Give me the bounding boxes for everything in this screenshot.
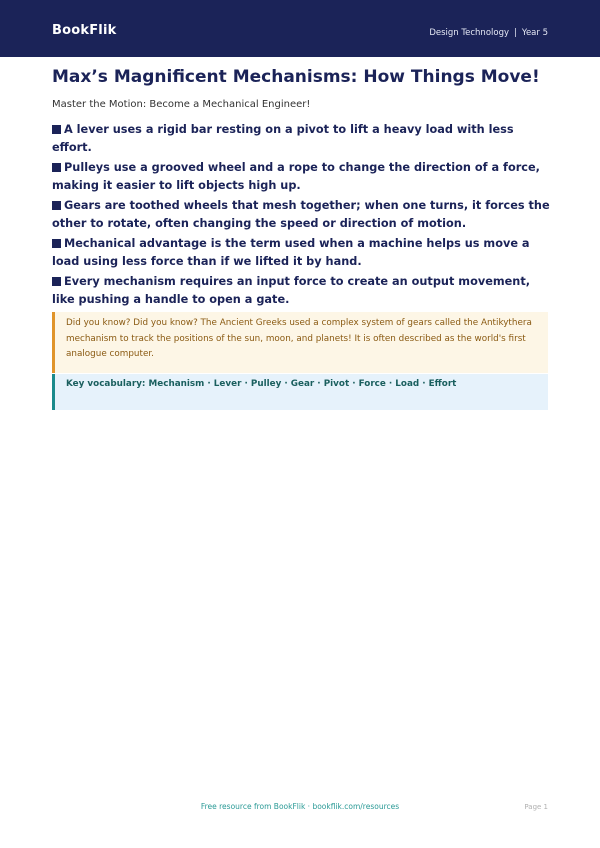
- list-item-text: Gears are toothed wheels that mesh together; when one turns, it forces the other to rotate, often changing the speed or direction of motion.: [52, 199, 550, 230]
- footer-credit-link[interactable]: Free resource from BookFlik · bookflik.com/resources: [200, 802, 400, 811]
- list-item: [52, 273, 552, 308]
- top-bar: [0, 0, 600, 57]
- subject-label: Design Technology: [429, 28, 510, 38]
- list-item-text: Pulleys use a grooved wheel and a rope to change the direction of a force, making it easier to lift objects high up.: [52, 161, 540, 192]
- year-label: Year 5: [521, 28, 548, 38]
- list-item-text: Mechanical advantage is the term used when a machine helps us move a load using less force than if we lifted it by hand.: [52, 237, 530, 268]
- breadcrumb: [429, 28, 548, 38]
- list-item-text: A lever uses a rigid bar resting on a pivot to lift a heavy load with less effort.: [52, 123, 514, 154]
- list-item: [52, 121, 552, 156]
- breadcrumb-separator: |: [514, 28, 517, 38]
- list-item: [52, 159, 552, 194]
- square-bullet-icon: [52, 125, 61, 134]
- list-item: [52, 197, 552, 232]
- did-you-know-callout: [52, 312, 548, 373]
- square-bullet-icon: [52, 239, 61, 248]
- page-subtitle: Master the Motion: Become a Mechanical Engineer!: [52, 99, 311, 110]
- key-vocabulary-text: Key vocabulary: Mechanism · Lever · Pulley · Gear · Pivot · Force · Load · Effort: [66, 379, 457, 389]
- key-points-list: [52, 121, 552, 311]
- square-bullet-icon: [52, 163, 61, 172]
- page-title: Max’s Magnificent Mechanisms: How Things Move!: [52, 67, 540, 87]
- square-bullet-icon: [52, 201, 61, 210]
- list-item: [52, 235, 552, 270]
- square-bullet-icon: [52, 277, 61, 286]
- brand-logo[interactable]: BookFlik: [52, 23, 117, 38]
- key-vocabulary-callout: [52, 374, 548, 410]
- list-item-text: Every mechanism requires an input force to create an output movement, like pushing a handle to open a gate.: [52, 275, 531, 306]
- page-number: Page 1: [524, 803, 548, 811]
- did-you-know-text: Did you know? Did you know? The Ancient Greeks used a complex system of gears called the Antikythera mechanism to track the positions of the sun, moon, and planets! It is often described as the world's first analogue computer.: [66, 318, 532, 359]
